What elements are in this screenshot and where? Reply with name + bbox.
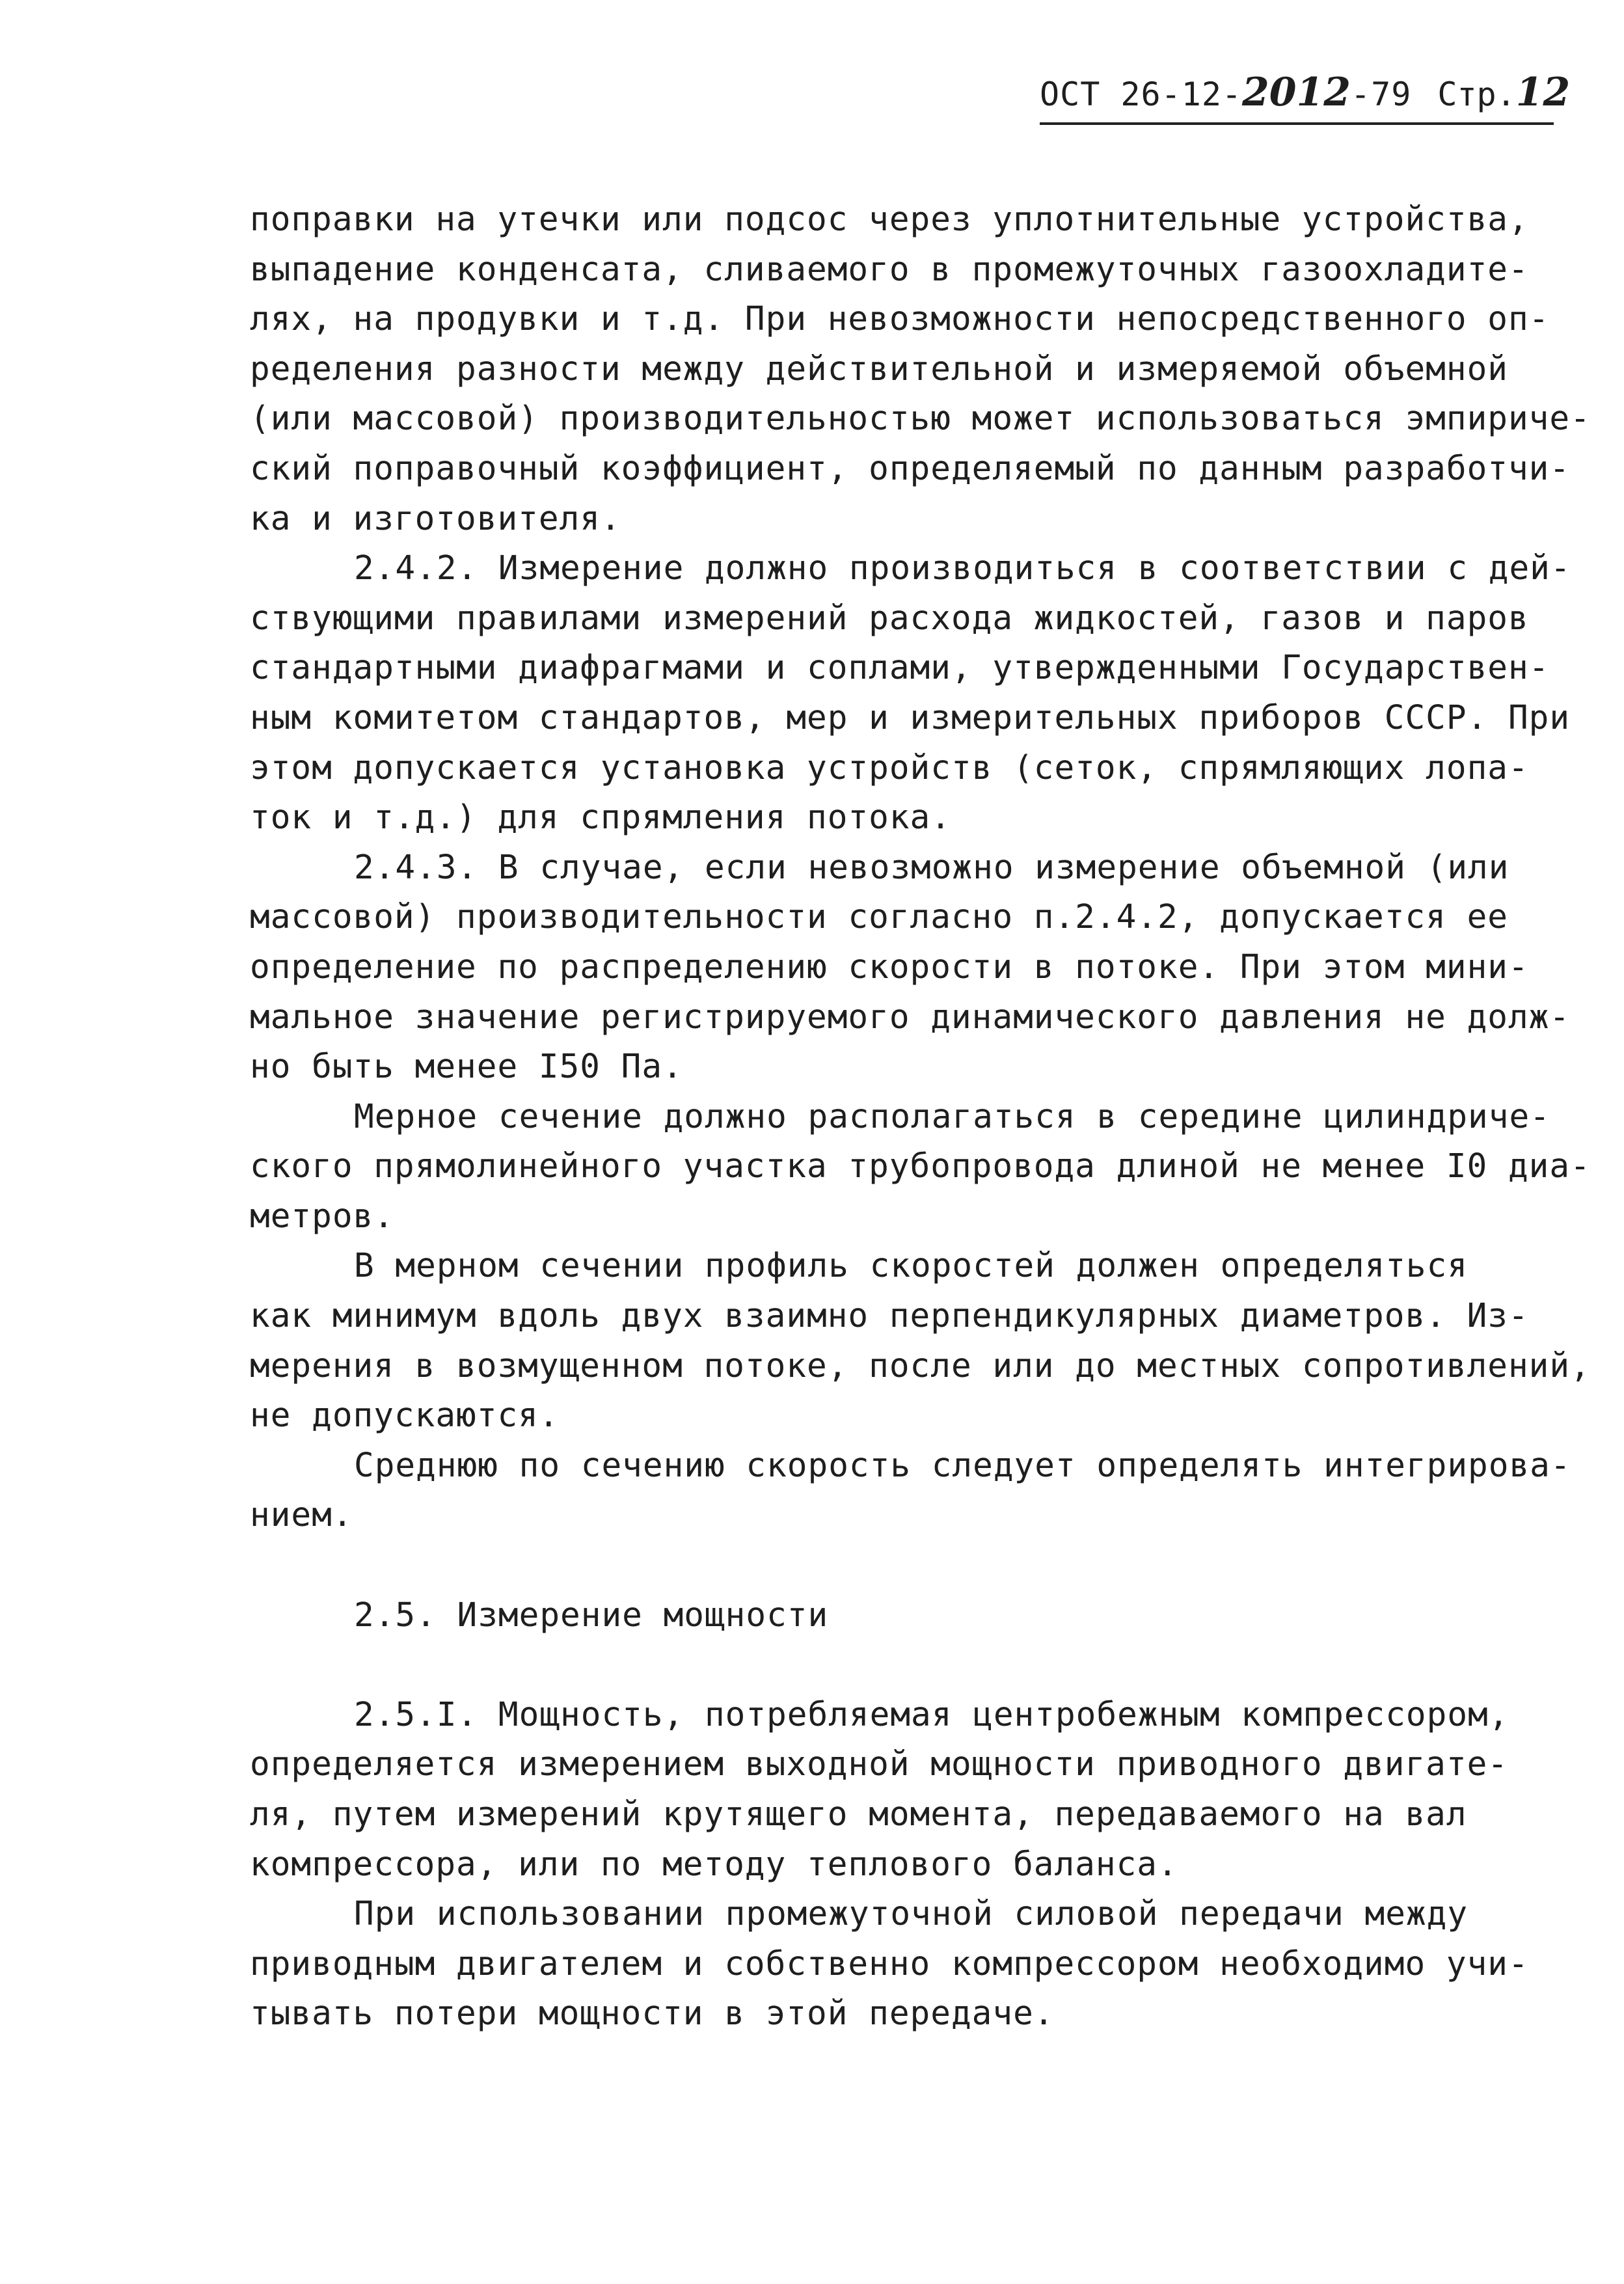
doc-code-prefix: ОСТ 26-12- xyxy=(1040,75,1243,113)
text-line: выпадение конденсата, сливаемого в промежуточных газоохладите- xyxy=(250,250,1529,289)
doc-code-handwritten: 2012 xyxy=(1242,70,1351,115)
text-line: тывать потери мощности в этой передаче. xyxy=(250,1994,1055,2033)
text-line: мальное значение регистрируемого динамического давления не долж- xyxy=(250,998,1571,1037)
text-line: стандартными диафрагмами и соплами, утвержденными Государствен- xyxy=(250,649,1550,688)
text-line: ным комитетом стандартов, мер и измерительных приборов СССР. При xyxy=(250,698,1571,737)
paragraph-start: В мерном сечении профиль скоростей должен определяться xyxy=(354,1247,1468,1286)
text-line: метров. xyxy=(250,1197,394,1236)
text-line: ля, путем измерений крутящего момента, передаваемого на вал xyxy=(250,1795,1467,1834)
text-line: определяется измерением выходной мощности приводного двигате- xyxy=(250,1745,1508,1784)
paragraph-2-4-2-start: 2.4.2. Измерение должно производиться в соответствии с дей- xyxy=(354,549,1571,588)
text-line: этом допускается установка устройств (сеток, спрямляющих лопа- xyxy=(250,748,1529,787)
text-line: не допускаются. xyxy=(250,1396,560,1435)
paragraph-start: Среднюю по сечению скорость следует определять интегрирова- xyxy=(354,1446,1571,1485)
text-line: определение по распределению скорости в потоке. При этом мини- xyxy=(250,947,1529,986)
text-line: поправки на утечки или подсос через уплотнительные устройства, xyxy=(250,200,1529,239)
blank-line xyxy=(250,1541,1551,1591)
paragraph-2-5-1-start: 2.5.I. Мощность, потребляемая центробежным компрессором, xyxy=(354,1695,1509,1734)
doc-code-suffix: -79 xyxy=(1351,75,1412,113)
text-line: ток и т.д.) для спрямления потока. xyxy=(250,798,951,837)
text-line: лях, на продувки и т.д. При невозможности непосредственного оп- xyxy=(250,300,1550,339)
text-line: ствующими правилами измерений расхода жидкостей, газов и паров xyxy=(250,599,1529,638)
text-line: ского прямолинейного участка трубопровода длиной не менее I0 диа- xyxy=(250,1147,1591,1186)
text-line: ский поправочный коэффициент, определяемый по данным разработчи- xyxy=(250,449,1571,488)
document-body xyxy=(250,195,1591,2039)
section-heading-2-5: 2.5. Измерение мощности xyxy=(354,1596,829,1635)
text-line: ка и изготовителя. xyxy=(250,499,621,538)
page-label: Стр. xyxy=(1437,75,1516,113)
paragraph-start: Мерное сечение должно располагаться в середине цилиндриче- xyxy=(354,1097,1550,1136)
text-line: (или массовой) производительностью может использоваться эмпириче- xyxy=(250,400,1591,439)
text-line: ределения разности между действительной и измеряемой объемной xyxy=(250,349,1508,388)
page-header xyxy=(1040,62,1571,125)
text-line: массовой) производительности согласно п.2.4.2, допускается ее xyxy=(250,898,1508,937)
page-number: 12 xyxy=(1515,70,1571,115)
text-line: мерения в возмущенном потоке, после или до местных сопротивлений, xyxy=(250,1346,1591,1385)
text-line: но быть менее I50 Па. xyxy=(250,1048,683,1087)
paragraph-start: При использовании промежуточной силовой передачи между xyxy=(354,1895,1468,1934)
blank-line xyxy=(250,1640,1551,1691)
paragraph-2-4-3-start: 2.4.3. В случае, если невозможно измерение объемной (или xyxy=(354,848,1509,887)
text-line: приводным двигателем и собственно компрессором необходимо учи- xyxy=(250,1944,1529,1983)
text-line: как минимум вдоль двух взаимно перпендикулярных диаметров. Из- xyxy=(250,1297,1529,1336)
text-line: нием. xyxy=(250,1496,353,1535)
text-line: компрессора, или по методу теплового баланса. xyxy=(250,1845,1178,1884)
